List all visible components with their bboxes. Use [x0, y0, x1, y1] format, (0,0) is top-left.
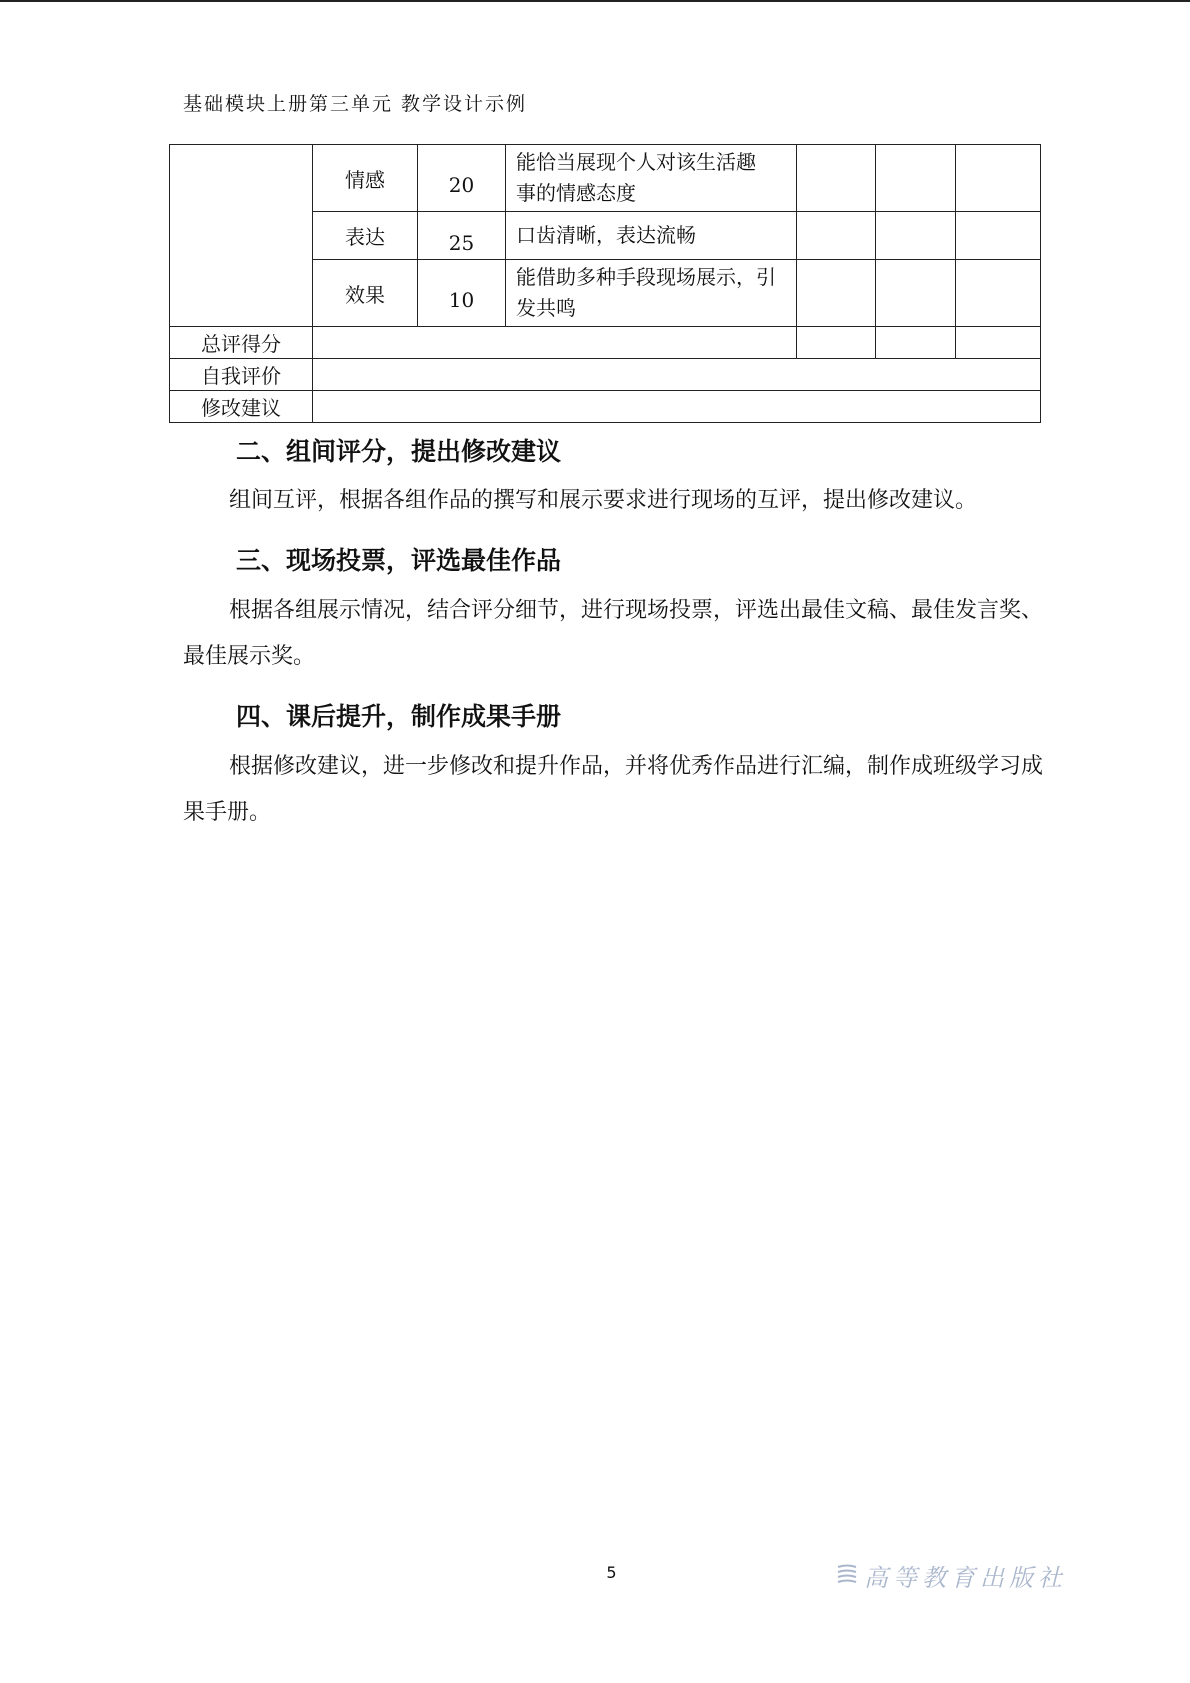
- table-row: [170, 145, 1041, 212]
- category-cell: [170, 145, 313, 327]
- description-cell: [506, 260, 797, 327]
- description-line: 发共鸣: [516, 296, 576, 320]
- group-score-cell: [876, 327, 956, 359]
- section-heading: 二、组间评分，提出修改建议: [236, 437, 562, 466]
- self-evaluation-row: [170, 359, 1041, 391]
- self-evaluation-value: [313, 359, 1041, 391]
- revision-suggestion-label: 修改建议: [170, 391, 313, 423]
- teacher-score-cell: [956, 260, 1041, 327]
- score-cell: 20: [418, 145, 506, 212]
- top-rule: [0, 0, 1190, 2]
- self-score-cell: [797, 145, 876, 212]
- description-line: 口齿清晰，表达流畅: [516, 223, 696, 247]
- section-paragraph: 根据各组展示情况，结合评分细节，进行现场投票，评选出最佳文稿、最佳发言奖、最佳展示奖。: [183, 598, 1044, 669]
- publisher-logo-icon: [836, 1564, 858, 1588]
- group-score-cell: [876, 145, 956, 212]
- dimension-cell: 效果: [313, 260, 418, 327]
- dimension-cell: 表达: [313, 212, 418, 260]
- self-score-cell: [797, 327, 876, 359]
- description-cell: [506, 212, 797, 260]
- total-score-label: 总评得分: [170, 327, 313, 359]
- rubric-table: [169, 144, 1041, 423]
- description-cell: [506, 145, 797, 212]
- teacher-score-cell: [956, 145, 1041, 212]
- revision-suggestion-value: [313, 391, 1041, 423]
- description-line: 事的情感态度: [516, 181, 636, 205]
- section-paragraph: 组间互评，根据各组作品的撰写和展示要求进行现场的互评，提出修改建议。: [229, 488, 978, 513]
- running-header: 基础模块上册第三单元 教学设计示例: [183, 93, 528, 115]
- teacher-score-cell: [956, 212, 1041, 260]
- page-number: 5: [606, 1563, 617, 1582]
- publisher-mark: [836, 1558, 1067, 1593]
- section-heading: 三、现场投票，评选最佳作品: [236, 546, 562, 575]
- section-paragraph: 根据修改建议，进一步修改和提升作品，并将优秀作品进行汇编，制作成班级学习成果手册。: [183, 754, 1044, 825]
- revision-suggestion-row: [170, 391, 1041, 423]
- self-score-cell: [797, 260, 876, 327]
- score-cell: 25: [418, 212, 506, 260]
- group-score-cell: [876, 260, 956, 327]
- self-evaluation-label: 自我评价: [170, 359, 313, 391]
- total-score-value: [313, 327, 797, 359]
- description-line: 能恰当展现个人对该生活趣: [516, 150, 756, 174]
- section-heading: 四、课后提升，制作成果手册: [236, 702, 562, 731]
- score-cell: 10: [418, 260, 506, 327]
- total-score-row: [170, 327, 1041, 359]
- group-score-cell: [876, 212, 956, 260]
- self-score-cell: [797, 212, 876, 260]
- description-line: 能借助多种手段现场展示，引: [516, 265, 776, 289]
- teacher-score-cell: [956, 327, 1041, 359]
- dimension-cell: 情感: [313, 145, 418, 212]
- publisher-name: 高等教育出版社: [864, 1564, 1067, 1592]
